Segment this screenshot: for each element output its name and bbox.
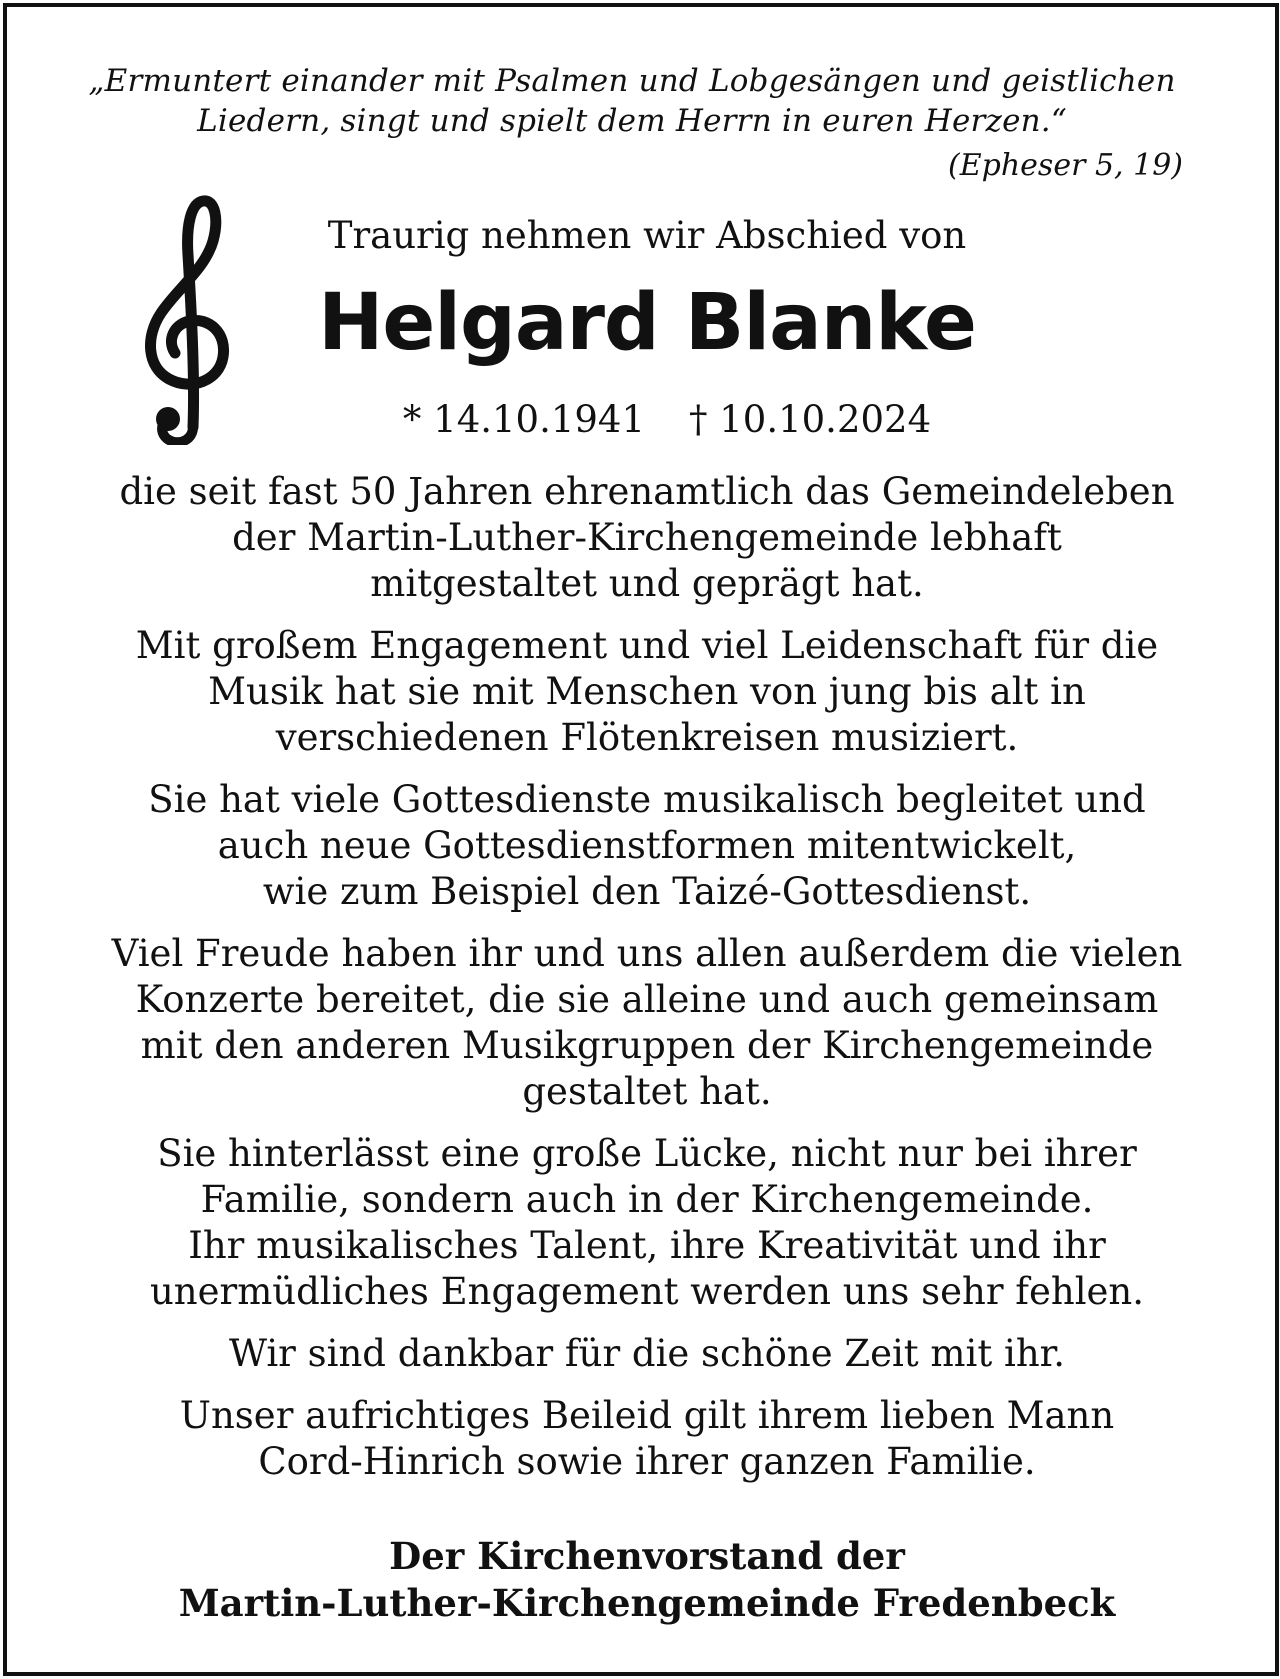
deceased-name: Helgard Blanke	[318, 278, 976, 368]
paragraph: Sie hinterlässt eine große Lücke, nicht nur bei ihrer Familie, sondern auch in der Kirchengemeinde. Ihr musikalisches Talent, ihre Kreativität und ihr unermüdliches Engagement werden uns sehr fehlen.	[149, 1132, 1145, 1313]
signature: Der Kirchenvorstand der Martin-Luther-Kirchengemeinde Fredenbeck	[178, 1534, 1116, 1625]
paragraph: Sie hat viele Gottesdienste musikalisch begleitet und auch neue Gottesdienstformen mitentwickelt, wie zum Beispiel den Taizé-Gottesdienst.	[148, 778, 1146, 913]
paragraph: Wir sind dankbar für die schöne Zeit mit ihr.	[228, 1332, 1066, 1375]
birth-date: * 14.10.1941	[402, 398, 645, 441]
obituary-frame	[3, 3, 1279, 1676]
intro-text: Traurig nehmen wir Abschied von	[327, 214, 967, 257]
life-dates	[267, 397, 1067, 443]
bible-quote: „Ermuntert einander mit Psalmen und Lobgesängen und geistlichen Liedern, singt und spielt dem Herrn in euren Herzen.“	[88, 63, 1176, 139]
paragraph: die seit fast 50 Jahren ehrenamtlich das Gemeindeleben der Martin-Luther-Kirchengemeinde lebhaft mitgestaltet und geprägt hat.	[119, 470, 1175, 605]
death-date: † 10.10.2024	[689, 398, 932, 441]
paragraph: Viel Freude haben ihr und uns allen außerdem die vielen Konzerte bereitet, die sie alleine und auch gemeinsam mit den anderen Musikgruppen der Kirchengemeinde gestaltet hat.	[111, 932, 1183, 1113]
paragraph: Mit großem Engagement und viel Leidenschaft für die Musik hat sie mit Menschen von jung bis alt in verschiedenen Flötenkreisen musiziert.	[135, 624, 1159, 759]
obituary-body	[67, 469, 1227, 1501]
paragraph: Unser aufrichtiges Beileid gilt ihrem lieben Mann Cord-Hinrich sowie ihrer ganzen Familie.	[179, 1394, 1115, 1483]
bible-reference: (Epheser 5, 19)	[948, 148, 1183, 183]
